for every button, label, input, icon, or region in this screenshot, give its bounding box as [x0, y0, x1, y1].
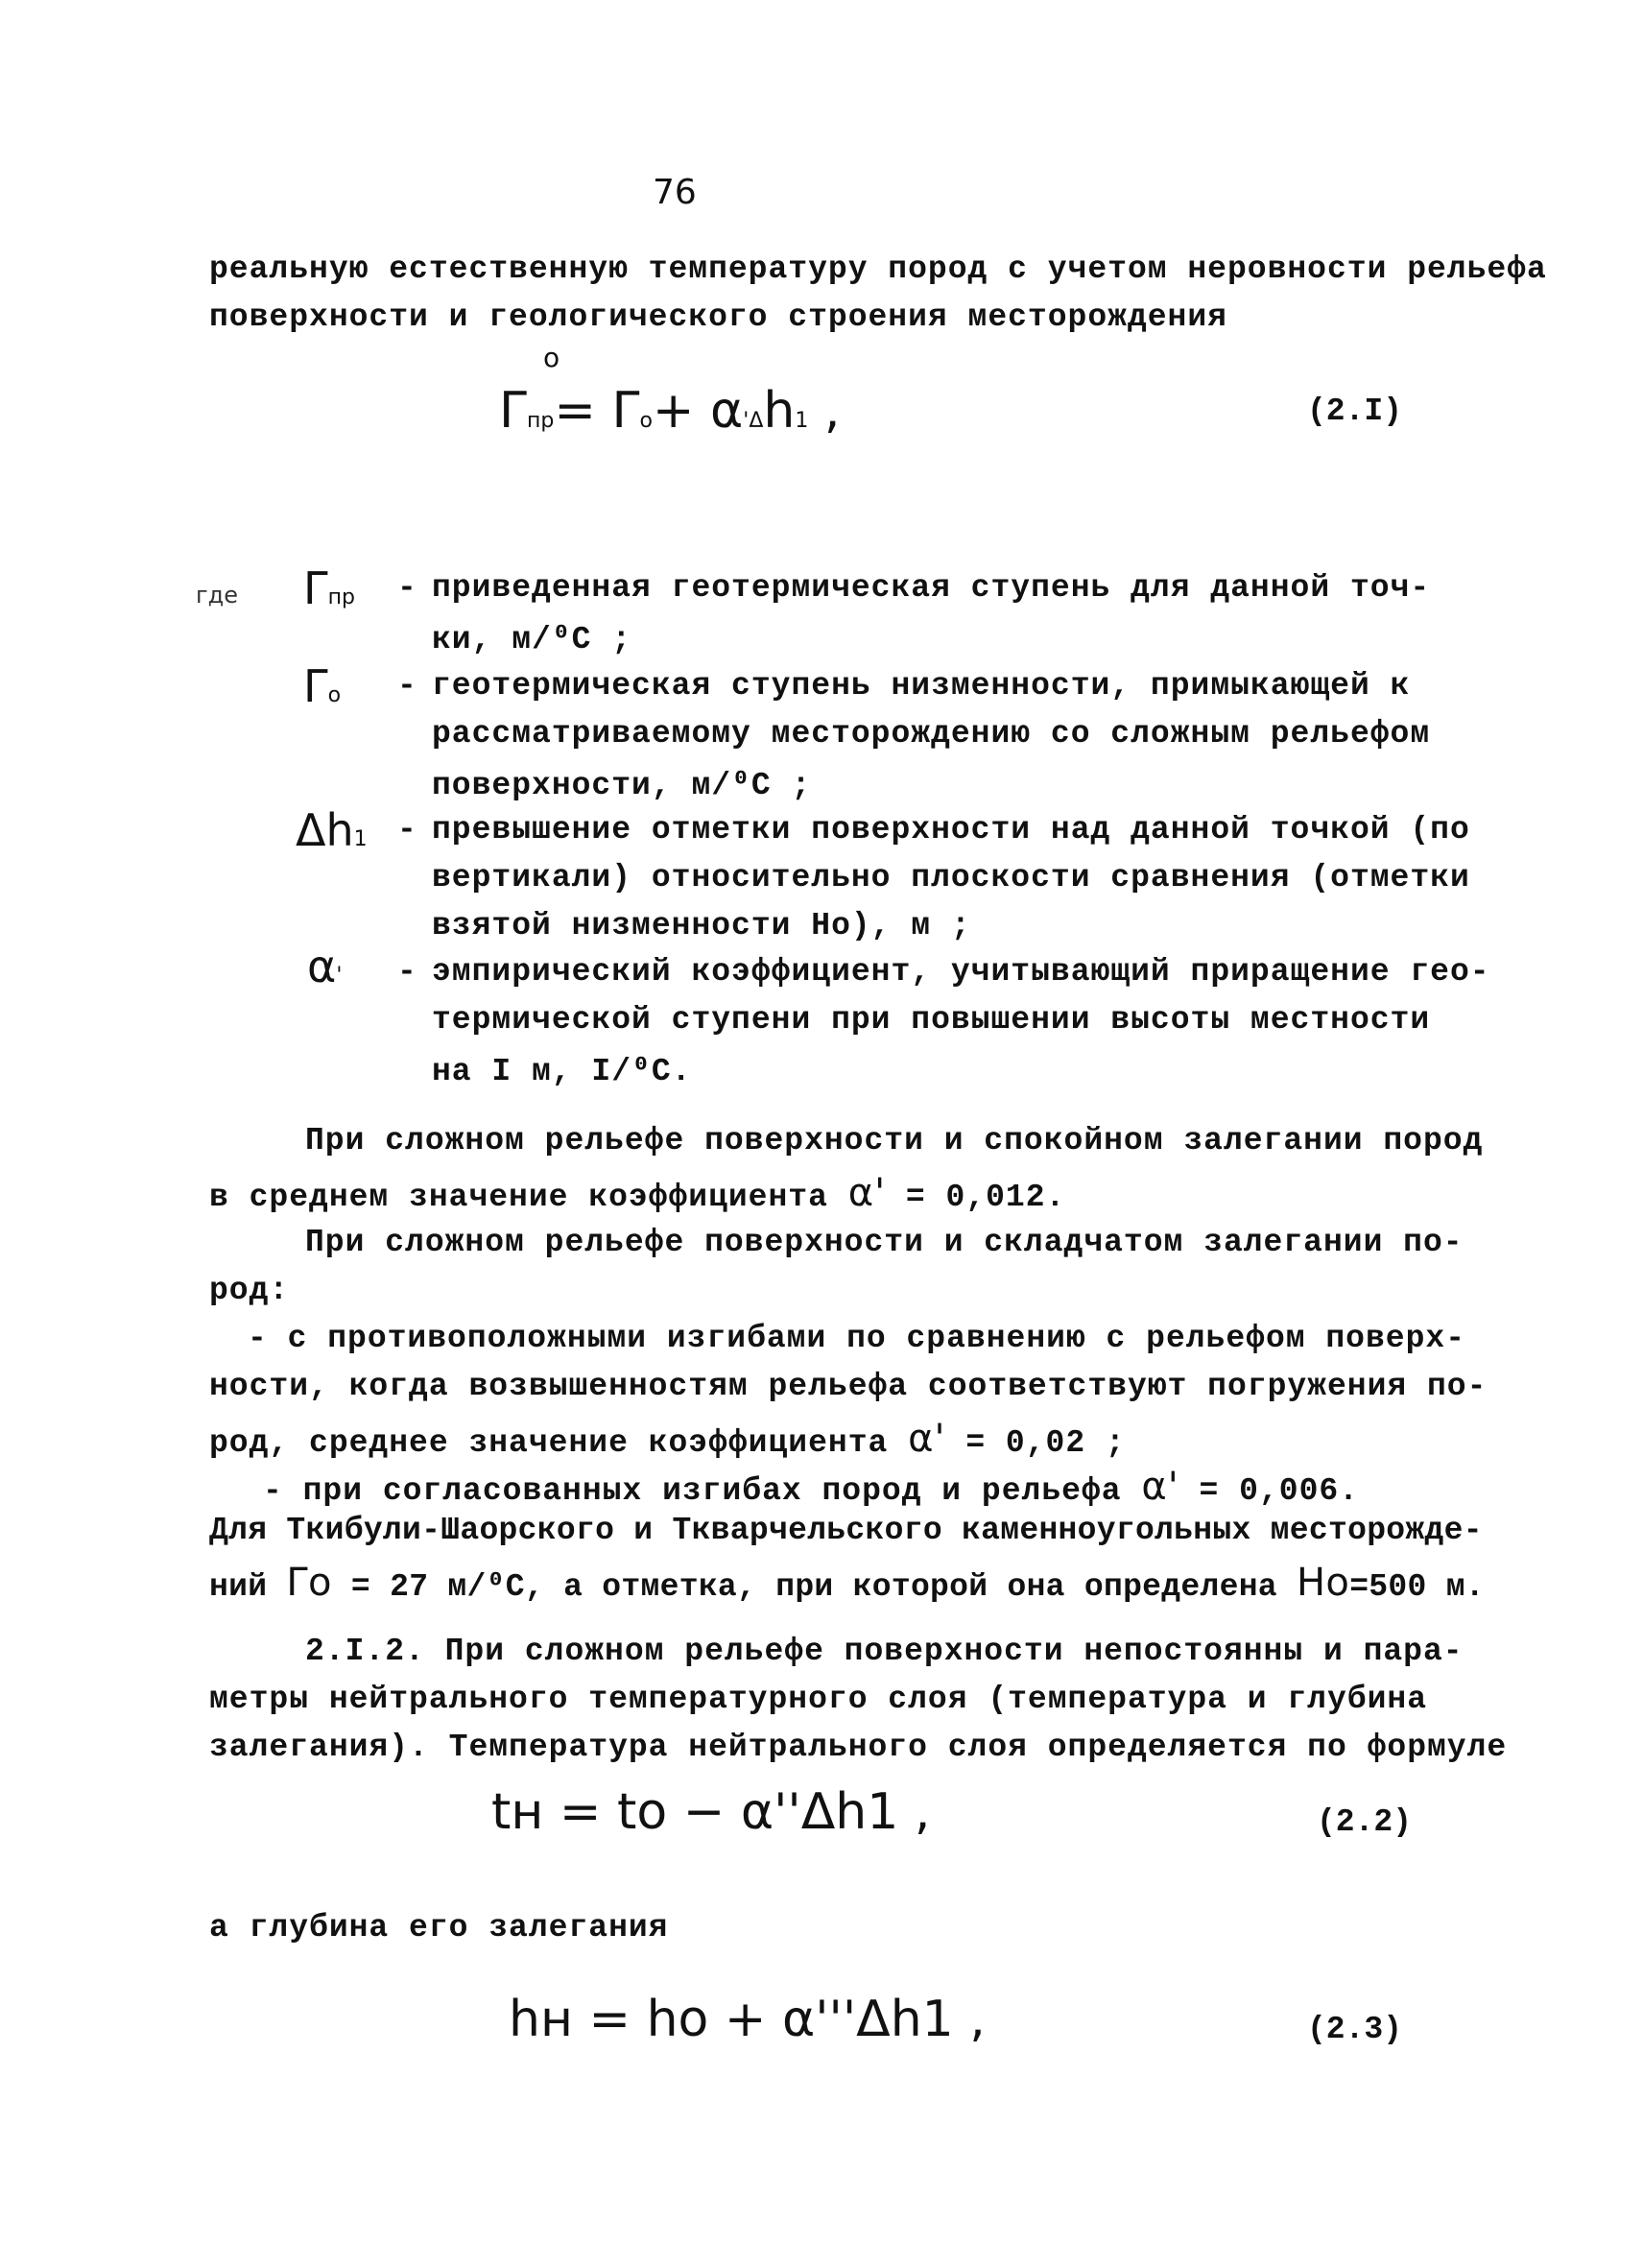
intro-line-2: поверхности и геологического строения месторождения	[209, 299, 1227, 335]
def3-line-3: взятой низменности Но), м ;	[432, 908, 971, 943]
eq1-alpha-prime: '	[743, 409, 750, 433]
p3-line-1: - с противоположными изгибами по сравнению с рельефом поверх-	[248, 1321, 1465, 1356]
def4-line-1: эмпирический коэффициент, учитывающий приращение гео-	[432, 954, 1490, 990]
equation-2-2-number: (2.2)	[1317, 1804, 1413, 1840]
intro-line-1: реальную естественную температуру пород с учетом неровности рельефа	[209, 251, 1547, 287]
p1-alpha: α'	[847, 1171, 887, 1215]
def3-dash: -	[397, 812, 417, 848]
eq1-gamma0: Γ	[611, 382, 640, 440]
def3-line-1: превышение отметки поверхности над данной точкой (по	[432, 812, 1470, 848]
mid-text: а глубина его залегания	[209, 1910, 669, 1946]
def2-line-3: поверхности, м/⁰C ;	[432, 768, 812, 803]
def4-line-2: термической ступени при повышении высоты местности	[432, 1002, 1431, 1038]
def2-line-1: геотермическая ступень низменности, примыкающей к	[432, 668, 1411, 704]
p3-line-2: ности, когда возвышенностям рельефа соответствуют погружения по-	[209, 1369, 1488, 1404]
equation-2-3-number: (2.3)	[1307, 2012, 1403, 2047]
eq1-equals: =	[554, 382, 596, 440]
p5-h0: Ho	[1297, 1561, 1350, 1605]
degree-mark: o	[543, 342, 560, 373]
eq1-h: h	[763, 382, 796, 440]
p4-alpha: α'	[1141, 1465, 1179, 1509]
equation-2-3: hн = ho + α'''Δh1 ,	[509, 1991, 986, 2048]
def1-line-2: ки, м/⁰C ;	[432, 622, 632, 657]
p5-line-1: Для Ткибули-Шаорского и Ткварчельского каменноугольных месторожде-	[209, 1513, 1483, 1548]
equation-2-1	[499, 382, 840, 440]
def2-line-2: рассматриваемому месторождению со сложным рельефом	[432, 716, 1431, 752]
equation-2-2: tн = to − α''Δh1 ,	[491, 1783, 931, 1841]
p3-alpha: α'	[908, 1417, 946, 1461]
eq1-comma: ,	[823, 382, 841, 440]
def2-symbol: Γo	[303, 660, 342, 712]
def1-symbol: Γпр	[303, 562, 355, 614]
p4-line: - при согласованных изгибах пород и рельефа α' = 0,006.	[263, 1465, 1359, 1509]
eq1-gamma: Γ	[499, 382, 527, 440]
eq1-alpha: α	[710, 382, 744, 440]
where-label: где	[196, 582, 238, 609]
def3-line-2: вертикали) относительно плоскости сравнения (отметки	[432, 860, 1470, 895]
p3-line-3: род, среднее значение коэффициента α' = 0,02 ;	[209, 1417, 1126, 1461]
equation-2-1-number: (2.I)	[1307, 394, 1403, 429]
page-number: 76	[653, 173, 697, 212]
p5-line-2: ний Γo = 27 м/⁰C, а отметка, при которой она определена Ho=500 м.	[209, 1561, 1485, 1605]
def4-dash: -	[397, 954, 417, 990]
p6-line-2: метры нейтрального температурного слоя (температура и глубина	[209, 1682, 1427, 1717]
p1-line-2: в среднем значение коэффициента α' = 0,012.	[209, 1171, 1066, 1215]
def3-symbol: Δh1	[296, 804, 368, 856]
eq1-h-sub: 1	[795, 409, 809, 433]
eq1-plus: +	[652, 382, 695, 440]
p2-line-1: При сложном рельефе поверхности и складчатом залегании по-	[305, 1225, 1464, 1260]
def4-symbol: α'	[307, 941, 343, 992]
p5-gamma0: Γo	[286, 1561, 332, 1605]
p1-line-1: При сложном рельефе поверхности и спокойном залегании пород	[305, 1123, 1484, 1158]
p6-line-1: 2.I.2. При сложном рельефе поверхности непостоянны и пара-	[305, 1634, 1464, 1669]
def1-dash: -	[397, 570, 417, 606]
eq1-gamma-sub: пр	[526, 409, 555, 433]
p6-line-3: залегания). Температура нейтрального слоя определяется по формуле	[209, 1730, 1508, 1765]
def1-line-1: приведенная геотермическая ступень для данной точ-	[432, 570, 1431, 606]
def4-line-3: на I м, I/⁰C.	[432, 1054, 692, 1089]
eq1-delta: Δ	[749, 409, 764, 433]
p2-line-2: род:	[209, 1273, 290, 1308]
eq1-gamma0-sub: o	[639, 409, 653, 433]
def2-dash: -	[397, 668, 417, 704]
